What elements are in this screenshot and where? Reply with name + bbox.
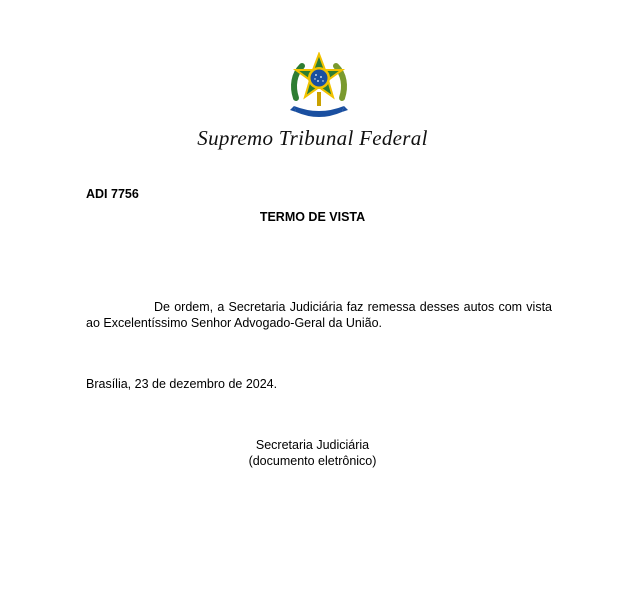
court-name: Supremo Tribunal Federal bbox=[197, 126, 428, 150]
document-title: TERMO DE VISTA bbox=[259, 210, 366, 224]
case-id: ADI 7756 bbox=[86, 187, 139, 201]
document-body: De ordem, a Secretaria Judiciária faz remessa desses autos com vista ao Excelentíssimo Senhor Advogado-Geral da União. bbox=[86, 300, 552, 330]
date-line: Brasília, 23 de dezembro de 2024. bbox=[86, 377, 278, 391]
signature-block bbox=[0, 437, 625, 469]
brazil-coat-of-arms-icon bbox=[288, 52, 350, 118]
signature-office: Secretaria Judiciária bbox=[255, 438, 370, 452]
signature-note: (documento eletrônico) bbox=[248, 454, 377, 468]
